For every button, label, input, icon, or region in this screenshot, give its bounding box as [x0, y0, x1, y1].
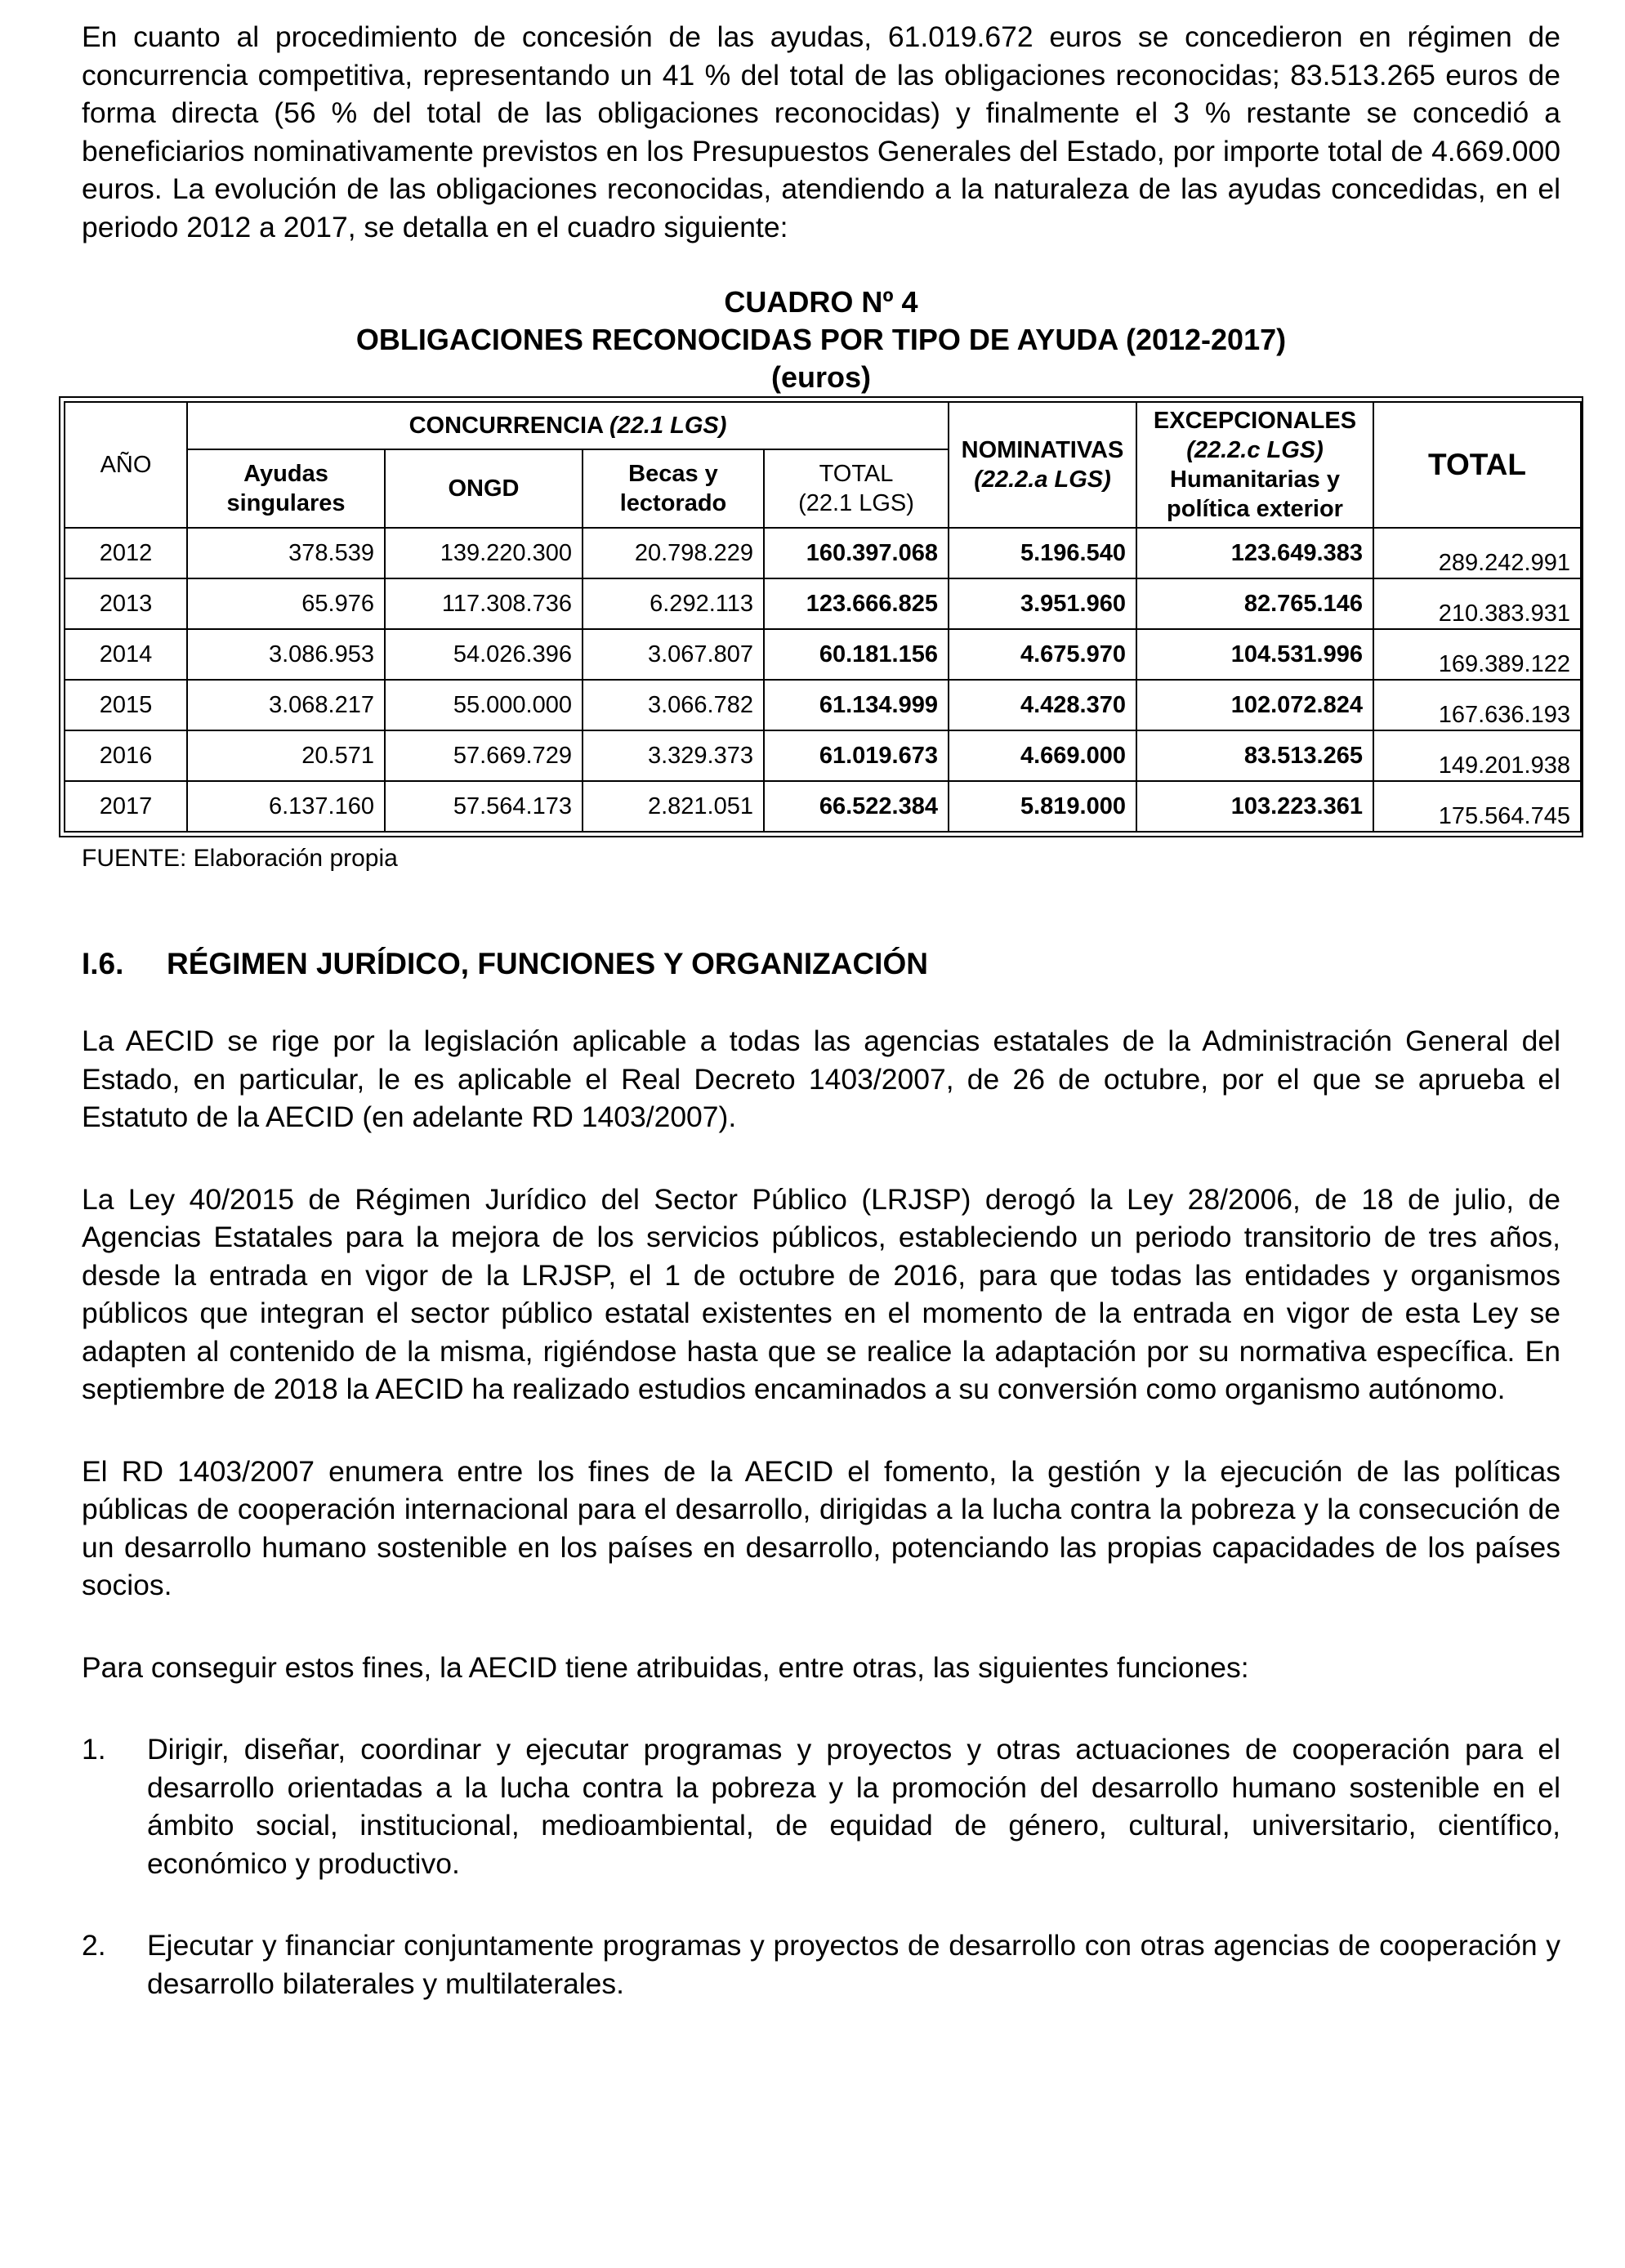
cell-total-221: 123.666.825: [764, 578, 949, 629]
cell-ongd: 55.000.000: [385, 680, 583, 730]
obligations-table: [64, 401, 1582, 833]
cell-becas: 3.329.373: [583, 730, 764, 781]
header-becas: [583, 449, 764, 528]
header-excepcionales-ref: (22.2.c LGS): [1186, 437, 1324, 463]
cell-becas: 3.067.807: [583, 629, 764, 680]
cell-ongd: 54.026.396: [385, 629, 583, 680]
header-total-221-l1: TOTAL: [819, 461, 894, 487]
cell-excepcionales: 123.649.383: [1136, 528, 1373, 578]
cell-nominativas: 5.196.540: [949, 528, 1136, 578]
section-number: I.6.: [82, 947, 124, 980]
cell-becas: 3.066.782: [583, 680, 764, 730]
paragraph-aims: El RD 1403/2007 enumera entre los fines de la AECID el fomento, la gestión y la ejecución de las políticas públicas de cooperación internacional para el desarrollo, dirigidas a la lucha contra la pobreza y la consecución de un desarrollo humano sostenible en los países en desarrollo, potenciando las propias capacidades de los países socios.: [82, 1454, 1560, 1601]
table-caption: [82, 284, 1560, 396]
intro-paragraph: En cuanto al procedimiento de concesión de las ayudas, 61.019.672 euros se concedieron en régimen de concurrencia competitiva, representando un 41 % del total de las obligaciones reconocidas; 83.513.265 euros de forma directa (56 % del total de las obligaciones reconocidas) y finalmente el 3 % restante se concedió a beneficiarios nominativamente previstos en los Presupuestos Generales del Estado, por importe total de 4.669.000 euros. La evolución de las obligaciones reconocidas, atendiendo a la naturaleza de las ayudas concedidas, en el periodo 2012 a 2017, se detalla en el cuadro siguiente:: [82, 20, 1560, 243]
paragraph-legal-regime: La AECID se rige por la legislación aplicable a todas las agencias estatales de la Administración General del Estado, en particular, le es aplicable el Real Decreto 1403/2007, de 26 de octubre, por el que se aprueba el Estatuto de la AECID (en adelante RD 1403/2007).: [82, 1025, 1560, 1133]
cell-ayudas: 378.539: [187, 528, 385, 578]
header-total-221: [764, 449, 949, 528]
table-row: [65, 781, 1581, 832]
cell-total: 149.201.938: [1373, 730, 1581, 781]
cell-year: 2015: [65, 680, 187, 730]
header-concurrencia: [187, 402, 949, 449]
cell-year: 2016: [65, 730, 187, 781]
cell-ayudas: 6.137.160: [187, 781, 385, 832]
cell-nominativas: 4.669.000: [949, 730, 1136, 781]
header-becas-l1: Becas y: [628, 461, 718, 487]
header-excepcionales-sub1: Humanitarias y: [1170, 467, 1340, 493]
header-concurrencia-label: CONCURRENCIA: [408, 413, 609, 439]
cell-nominativas: 3.951.960: [949, 578, 1136, 629]
header-concurrencia-ref: (22.1 LGS): [609, 413, 727, 439]
table-frame: [59, 396, 1583, 837]
header-excepcionales-label: EXCEPCIONALES: [1153, 408, 1357, 434]
table-row: [65, 730, 1581, 781]
cell-excepcionales: 83.513.265: [1136, 730, 1373, 781]
table-row: [65, 680, 1581, 730]
cell-ongd: 57.669.729: [385, 730, 583, 781]
header-nominativas: [949, 402, 1136, 528]
header-ayudas: [187, 449, 385, 528]
cell-nominativas: 5.819.000: [949, 781, 1136, 832]
list-item-number: 2.: [82, 1929, 106, 1962]
cell-ayudas: 3.086.953: [187, 629, 385, 680]
cell-total: 289.242.991: [1373, 528, 1581, 578]
cell-excepcionales: 103.223.361: [1136, 781, 1373, 832]
section-title: RÉGIMEN JURÍDICO, FUNCIONES Y ORGANIZACIÓN: [167, 947, 928, 980]
caption-number: CUADRO Nº 4: [724, 285, 918, 319]
cell-total-221: 61.019.673: [764, 730, 949, 781]
cell-ayudas: 20.571: [187, 730, 385, 781]
table-source: FUENTE: Elaboración propia: [82, 845, 398, 872]
table-header-row-1: [65, 402, 1581, 449]
cell-total: 169.389.122: [1373, 629, 1581, 680]
table-row: [65, 629, 1581, 680]
list-item: [82, 1926, 1560, 2002]
list-item-text: Ejecutar y financiar conjuntamente programas y proyectos de desarrollo con otras agencias de cooperación y desarrollo bilaterales y multilaterales.: [147, 1929, 1560, 2000]
paragraph-functions-intro: Para conseguir estos fines, la AECID tiene atribuidas, entre otras, las siguientes funciones:: [82, 1650, 1249, 1684]
cell-total-221: 60.181.156: [764, 629, 949, 680]
cell-excepcionales: 102.072.824: [1136, 680, 1373, 730]
cell-becas: 6.292.113: [583, 578, 764, 629]
header-nominativas-label: NOMINATIVAS: [961, 437, 1124, 463]
header-excepcionales: [1136, 402, 1373, 528]
cell-total-221: 160.397.068: [764, 528, 949, 578]
header-total: TOTAL: [1373, 402, 1581, 528]
cell-total-221: 61.134.999: [764, 680, 949, 730]
header-ayudas-l1: Ayudas: [243, 461, 328, 487]
cell-ayudas: 65.976: [187, 578, 385, 629]
cell-total: 210.383.931: [1373, 578, 1581, 629]
header-becas-l2: lectorado: [619, 490, 727, 516]
cell-nominativas: 4.428.370: [949, 680, 1136, 730]
cell-nominativas: 4.675.970: [949, 629, 1136, 680]
document-page: [82, 18, 1570, 2002]
paragraph-lrjsp: La Ley 40/2015 de Régimen Jurídico del Sector Público (LRJSP) derogó la Ley 28/2006, de 18 de julio, de Agencias Estatales para la mejora de los servicios públicos, estableciendo un periodo transitorio de tres años, desde la entrada en vigor de la LRJSP, el 1 de octubre de 2016, para que todas las entidades y organismos públicos que integran el sector público estatal existentes en el momento de la entrada en vigor de esta Ley se adapten al contenido de la misma, rigiéndose hasta que se realice la adaptación por su normativa específica. En septiembre de 2018 la AECID ha realizado estudios encaminados a su conversión como organismo autónomo.: [82, 1182, 1560, 1405]
cell-total: 175.564.745: [1373, 781, 1581, 832]
cell-becas: 20.798.229: [583, 528, 764, 578]
header-ayudas-l2: singulares: [226, 490, 346, 516]
header-nominativas-ref: (22.2.a LGS): [974, 467, 1111, 493]
cell-ongd: 139.220.300: [385, 528, 583, 578]
cell-year: 2017: [65, 781, 187, 832]
table-row: [65, 578, 1581, 629]
cell-excepcionales: 104.531.996: [1136, 629, 1373, 680]
caption-units: (euros): [770, 360, 871, 394]
list-item-number: 1.: [82, 1733, 106, 1766]
cell-year: 2012: [65, 528, 187, 578]
header-year: AÑO: [65, 402, 187, 528]
cell-excepcionales: 82.765.146: [1136, 578, 1373, 629]
header-ongd: ONGD: [385, 449, 583, 528]
cell-ongd: 117.308.736: [385, 578, 583, 629]
cell-total: 167.636.193: [1373, 680, 1581, 730]
header-excepcionales-sub2: política exterior: [1167, 496, 1343, 522]
list-item: [82, 1730, 1560, 1882]
cell-year: 2014: [65, 629, 187, 680]
header-total-221-l2: (22.1 LGS): [798, 490, 914, 516]
cell-becas: 2.821.051: [583, 781, 764, 832]
list-item-text: Dirigir, diseñar, coordinar y ejecutar programas y proyectos y otras actuaciones de cooperación para el desarrollo orientadas a la lucha contra la pobreza y la promoción del desarrollo humano sostenible en el ámbito social, institucional, medioambiental, de equidad de género, cultural, universitario, científico, económico y productivo.: [147, 1733, 1560, 1880]
cell-ongd: 57.564.173: [385, 781, 583, 832]
cell-ayudas: 3.068.217: [187, 680, 385, 730]
cell-year: 2013: [65, 578, 187, 629]
section-heading: [82, 945, 1560, 983]
cell-total-221: 66.522.384: [764, 781, 949, 832]
caption-title: OBLIGACIONES RECONOCIDAS POR TIPO DE AYUDA (2012-2017): [355, 323, 1287, 356]
table-row: [65, 528, 1581, 578]
